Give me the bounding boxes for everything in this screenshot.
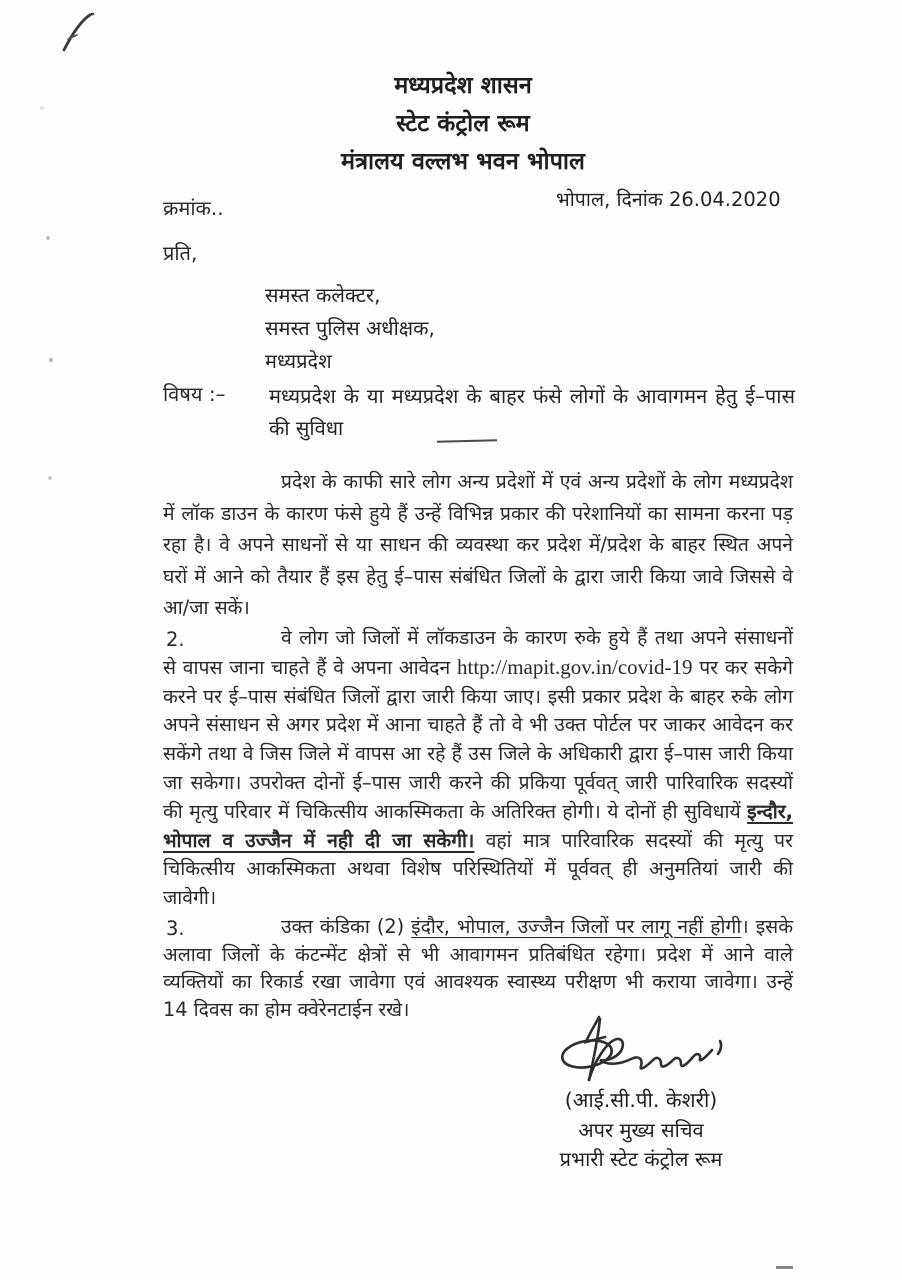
paragraph-3-underlined: इंदौर, भोपाल, उज्जैन जिलों पर लागू नहीं होगी xyxy=(411,915,742,938)
paragraph-3-number: 3. xyxy=(166,917,185,940)
signatory-designation: अपर मुख्य सचिव xyxy=(578,1117,704,1142)
scan-artifact-dash xyxy=(776,1266,793,1269)
scan-artifact-dot xyxy=(40,106,44,110)
letterhead xyxy=(12,66,902,180)
letterhead-address: मंत्रालय वल्लभ भवन भोपाल xyxy=(341,147,585,175)
paragraph-3-text: उक्त कंडिका (2) xyxy=(281,915,412,938)
signatory-name: (आई.सी.पी. केशरी) xyxy=(564,1088,718,1112)
paragraph-3 xyxy=(163,913,793,1023)
paragraph-3-text: । इसके अलावा जिलों के कंटन्मेंट क्षेत्रों से भी आवागमन प्रतिबंधित रहेगा। प्रदेश में आने वाले व्यक्तियों का रिकार्ड रखा जावेगा एवं आवश्यक स्वास्थ्य परीक्षण भी कराया जावेगा। उन्हें 14 दिवस का होम क्वेरेनटाईन रखे। xyxy=(163,915,793,1021)
addressee-line: समस्त पुलिस अधीक्षक, xyxy=(265,316,435,340)
scan-artifact-dot xyxy=(46,236,50,240)
subject-row xyxy=(163,380,795,444)
paragraph-1 xyxy=(163,466,793,624)
signature-block xyxy=(506,1086,776,1175)
paragraph-2-number: 2. xyxy=(166,628,185,651)
signatory-office: प्रभारी स्टेट कंट्रोल रूम xyxy=(559,1147,723,1171)
scan-artifact-dot xyxy=(49,358,53,362)
subject-label: विषय :– xyxy=(163,382,226,406)
paragraph-2-text: पर कर सकेगे करने पर ई–पास संबंधित जिलों द्वारा जारी किया जाए। इसी प्रकार प्रदेश के बाहर रुके लोग अपने संसाधन से अगर प्रदेश में आना चाहते हैं तो वे भी उक्त पोर्टल पर जाकर आवेदन कर सकेंगे तथा वे जिस जिले में वापस आ रहे हैं उस जिले के अधिकारी द्वारा ई–पास जारी किया जा सकेगा। उपरोक्त दोनों ई–पास जारी करने की प्रकिया पूर्ववत् जारी पारिवारिक सदस्यों की मृत्यु परिवार में चिकित्सीय आकस्मिकता के अतिरिक्त होगी। ये दोनों ही सुविधायें xyxy=(163,655,793,823)
salutation: प्रति, xyxy=(163,241,198,265)
paragraph-2 xyxy=(163,624,793,913)
addressee-line: मध्यप्रदेश xyxy=(265,349,332,373)
scan-artifact-dot xyxy=(48,476,52,480)
letterhead-control-room: स्टेट कंट्रोल रूम xyxy=(396,109,530,137)
addressee-line: समस्त कलेक्टर, xyxy=(265,283,381,307)
subject-text: मध्यप्रदेश के या मध्यप्रदेश के बाहर फंसे लोगों के आवागमन हेतु ई–पास की सुविधा xyxy=(269,384,795,440)
place-date: भोपाल, दिनांक 26.04.2020 xyxy=(556,188,781,211)
paragraph-2-text: वहां मात्र पारिवारिक सदस्यों की मृत्यु पर चिकित्सीय आकस्मिकता अथवा विशेष परिस्थितियों में पूर्ववत् ही अनुमतियां जारी की जावेगी। xyxy=(163,828,793,910)
paragraph-2-text: वे लोग जो जिलों में लॉकडाउन के कारण रुके हुये हैं तथा अपने संसाधनों से वापस जाना चाहते हैं वे अपना आवेदन xyxy=(163,626,793,679)
paragraph-2-emphasis: इन्दौर, भोपाल व उज्जैन में नही दी जा सकेगी। xyxy=(163,799,793,852)
pen-mark xyxy=(50,8,105,58)
epass-portal-url: http://mapit.gov.in/covid-19 xyxy=(457,654,693,679)
reference-number-label: क्रमांक.. xyxy=(163,196,224,220)
letterhead-government: मध्यप्रदेश शासन xyxy=(394,71,532,99)
handwritten-signature xyxy=(552,1014,747,1094)
paragraph-1-text: प्रदेश के काफी सारे लोग अन्य प्रदेशों में एवं अन्य प्रदेशों के लोग मध्यप्रदेश में लॉक डाउन के कारण फंसे हुये हैं उन्हें विभिन्न प्रकार की परेशानियों का सामना करना पड़ रहा है। वे अपने साधनों से या साधन की व्यवस्था कर प्रदेश में/प्रदेश के बाहर स्थित अपने घरों में आने को तैयार हैं इस हेतु ई–पास संबंधित जिलों के द्वारा जारी किया जावे जिससे वे आ/जा सकें। xyxy=(163,470,793,620)
addressee-block xyxy=(265,279,435,378)
